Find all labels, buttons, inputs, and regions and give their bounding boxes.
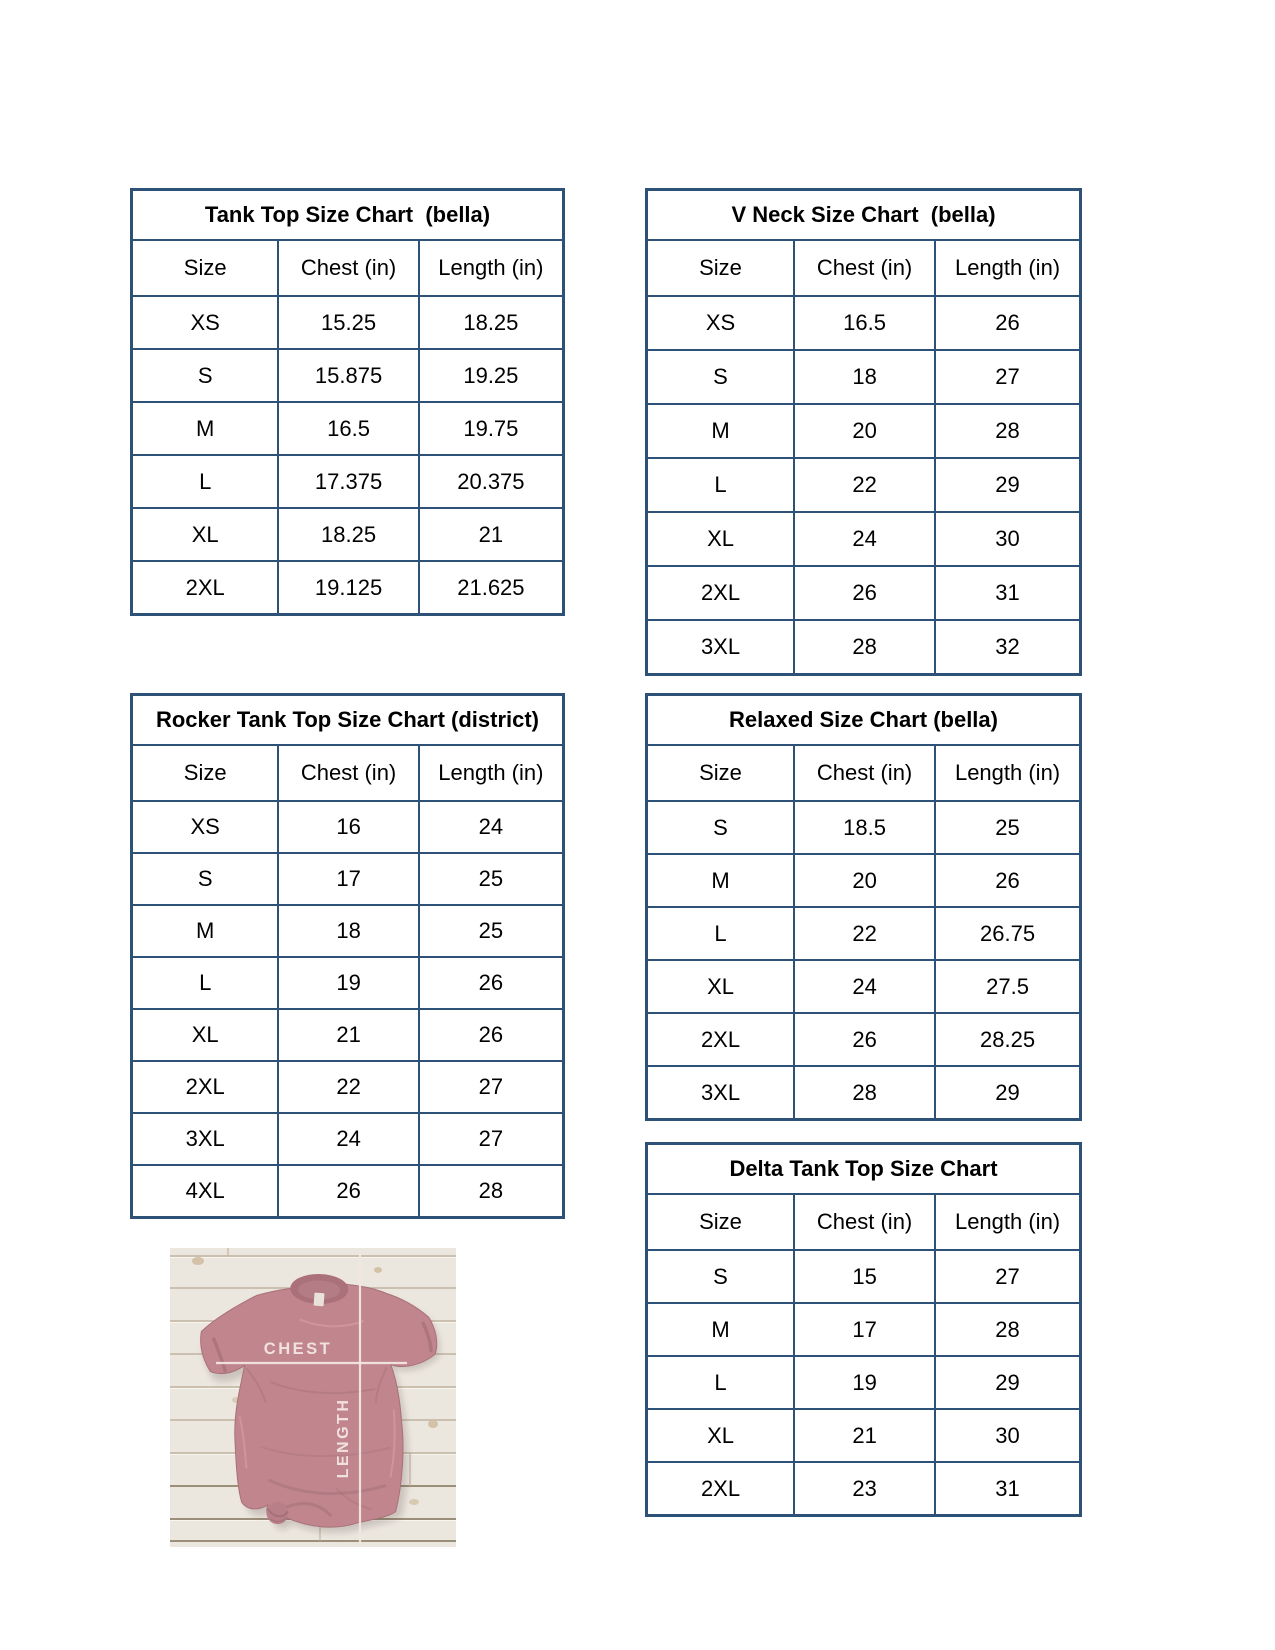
table-title: Delta Tank Top Size Chart bbox=[647, 1144, 1081, 1195]
table-row bbox=[132, 455, 564, 508]
size-cell: XL bbox=[132, 508, 279, 561]
length-cell: 30 bbox=[935, 1409, 1080, 1462]
column-header-size: Size bbox=[647, 745, 795, 801]
v-neck-size-chart-table bbox=[645, 188, 1082, 676]
table-row bbox=[647, 907, 1081, 960]
table-row bbox=[647, 960, 1081, 1013]
size-cell: XL bbox=[132, 1009, 279, 1061]
tank-top-size-chart-table bbox=[130, 188, 565, 616]
chest-cell: 16.5 bbox=[278, 402, 418, 455]
column-header-length: Length (in) bbox=[935, 745, 1080, 801]
chest-cell: 17 bbox=[278, 853, 418, 905]
length-cell: 27 bbox=[935, 350, 1080, 404]
table-title: V Neck Size Chart (bella) bbox=[647, 190, 1081, 241]
size-cell: XL bbox=[647, 1409, 795, 1462]
table-title-row bbox=[647, 695, 1081, 746]
size-cell: XS bbox=[132, 296, 279, 349]
length-cell: 26 bbox=[935, 854, 1080, 907]
length-cell: 28 bbox=[419, 1165, 564, 1218]
chest-cell: 19.125 bbox=[278, 561, 418, 615]
length-cell: 25 bbox=[935, 801, 1080, 854]
size-cell: L bbox=[647, 907, 795, 960]
size-cell: L bbox=[647, 1356, 795, 1409]
table-row bbox=[647, 404, 1081, 458]
chest-cell: 15 bbox=[794, 1250, 935, 1303]
length-cell: 26.75 bbox=[935, 907, 1080, 960]
table-title-row bbox=[647, 1144, 1081, 1195]
table-row bbox=[132, 561, 564, 615]
chest-cell: 26 bbox=[794, 1013, 935, 1066]
table-title-row bbox=[132, 190, 564, 241]
table-row bbox=[132, 957, 564, 1009]
table-row bbox=[647, 854, 1081, 907]
table-header-row bbox=[647, 240, 1081, 296]
chest-cell: 20 bbox=[794, 854, 935, 907]
table-row bbox=[647, 1013, 1081, 1066]
table-title: Relaxed Size Chart (bella) bbox=[647, 695, 1081, 746]
chest-cell: 19 bbox=[794, 1356, 935, 1409]
length-cell: 26 bbox=[935, 296, 1080, 350]
size-cell: M bbox=[132, 402, 279, 455]
size-cell: M bbox=[647, 404, 795, 458]
size-cell: S bbox=[132, 349, 279, 402]
chest-cell: 15.875 bbox=[278, 349, 418, 402]
length-cell: 24 bbox=[419, 801, 564, 853]
chest-cell: 15.25 bbox=[278, 296, 418, 349]
delta-tank-top-size-chart-table bbox=[645, 1142, 1082, 1517]
length-cell: 28.25 bbox=[935, 1013, 1080, 1066]
table-row bbox=[647, 512, 1081, 566]
chest-cell: 22 bbox=[794, 907, 935, 960]
size-cell: 4XL bbox=[132, 1165, 279, 1218]
table-title: Tank Top Size Chart (bella) bbox=[132, 190, 564, 241]
length-cell: 21.625 bbox=[419, 561, 564, 615]
column-header-chest: Chest (in) bbox=[794, 745, 935, 801]
table-header-row bbox=[132, 240, 564, 296]
length-cell: 28 bbox=[935, 404, 1080, 458]
length-cell: 27 bbox=[419, 1113, 564, 1165]
chest-cell: 22 bbox=[278, 1061, 418, 1113]
chest-cell: 24 bbox=[794, 960, 935, 1013]
size-cell: 3XL bbox=[647, 620, 795, 675]
column-header-chest: Chest (in) bbox=[278, 745, 418, 801]
length-cell: 25 bbox=[419, 853, 564, 905]
column-header-length: Length (in) bbox=[419, 745, 564, 801]
chest-cell: 21 bbox=[794, 1409, 935, 1462]
table-header-row bbox=[647, 1194, 1081, 1250]
chest-cell: 21 bbox=[278, 1009, 418, 1061]
table-row bbox=[132, 853, 564, 905]
chest-cell: 24 bbox=[794, 512, 935, 566]
size-cell: 2XL bbox=[132, 561, 279, 615]
column-header-size: Size bbox=[647, 240, 795, 296]
chest-cell: 24 bbox=[278, 1113, 418, 1165]
table-header-row bbox=[132, 745, 564, 801]
length-cell: 20.375 bbox=[419, 455, 564, 508]
table-row bbox=[132, 296, 564, 349]
size-cell: L bbox=[132, 455, 279, 508]
column-header-size: Size bbox=[132, 745, 279, 801]
length-cell: 19.25 bbox=[419, 349, 564, 402]
table-row bbox=[132, 905, 564, 957]
chest-cell: 18 bbox=[278, 905, 418, 957]
chest-cell: 28 bbox=[794, 620, 935, 675]
size-cell: XS bbox=[132, 801, 279, 853]
size-cell: S bbox=[647, 1250, 795, 1303]
size-cell: M bbox=[647, 1303, 795, 1356]
length-cell: 25 bbox=[419, 905, 564, 957]
chest-cell: 18.25 bbox=[278, 508, 418, 561]
table-row bbox=[647, 620, 1081, 675]
chest-cell: 26 bbox=[794, 566, 935, 620]
length-cell: 31 bbox=[935, 1462, 1080, 1516]
chest-cell: 17.375 bbox=[278, 455, 418, 508]
length-cell: 30 bbox=[935, 512, 1080, 566]
table-row bbox=[132, 402, 564, 455]
length-cell: 21 bbox=[419, 508, 564, 561]
length-cell: 29 bbox=[935, 1356, 1080, 1409]
table-row bbox=[647, 1303, 1081, 1356]
shirt-measurement-photo bbox=[170, 1248, 456, 1547]
length-cell: 26 bbox=[419, 1009, 564, 1061]
relaxed-size-chart-table bbox=[645, 693, 1082, 1121]
size-cell: L bbox=[132, 957, 279, 1009]
column-header-length: Length (in) bbox=[935, 240, 1080, 296]
chest-cell: 26 bbox=[278, 1165, 418, 1218]
chest-cell: 18.5 bbox=[794, 801, 935, 854]
chest-cell: 28 bbox=[794, 1066, 935, 1120]
length-cell: 31 bbox=[935, 566, 1080, 620]
chest-label: CHEST bbox=[263, 1340, 333, 1358]
table-row bbox=[132, 508, 564, 561]
length-cell: 28 bbox=[935, 1303, 1080, 1356]
table-row bbox=[647, 296, 1081, 350]
table-row bbox=[647, 1462, 1081, 1516]
table-row bbox=[132, 1009, 564, 1061]
table-row bbox=[647, 1356, 1081, 1409]
table-row bbox=[132, 801, 564, 853]
length-cell: 26 bbox=[419, 957, 564, 1009]
column-header-size: Size bbox=[647, 1194, 795, 1250]
column-header-size: Size bbox=[132, 240, 279, 296]
table-title-row bbox=[647, 190, 1081, 241]
collar-tag bbox=[314, 1293, 325, 1307]
size-cell: 2XL bbox=[647, 566, 795, 620]
size-cell: M bbox=[132, 905, 279, 957]
rocker-tank-top-size-chart-table bbox=[130, 693, 565, 1219]
size-cell: XS bbox=[647, 296, 795, 350]
chest-cell: 16.5 bbox=[794, 296, 935, 350]
chest-cell: 16 bbox=[278, 801, 418, 853]
chest-cell: 22 bbox=[794, 458, 935, 512]
size-cell: 2XL bbox=[647, 1462, 795, 1516]
size-cell: 2XL bbox=[132, 1061, 279, 1113]
size-cell: XL bbox=[647, 960, 795, 1013]
length-cell: 27 bbox=[419, 1061, 564, 1113]
table-header-row bbox=[647, 745, 1081, 801]
table-row bbox=[132, 1113, 564, 1165]
chest-cell: 19 bbox=[278, 957, 418, 1009]
size-cell: M bbox=[647, 854, 795, 907]
table-row bbox=[647, 801, 1081, 854]
column-header-length: Length (in) bbox=[935, 1194, 1080, 1250]
table-row bbox=[132, 1061, 564, 1113]
table-row bbox=[647, 1409, 1081, 1462]
size-cell: S bbox=[132, 853, 279, 905]
table-row bbox=[647, 458, 1081, 512]
table-row bbox=[647, 566, 1081, 620]
size-cell: XL bbox=[647, 512, 795, 566]
table-row bbox=[647, 1250, 1081, 1303]
size-cell: S bbox=[647, 350, 795, 404]
size-cell: 3XL bbox=[132, 1113, 279, 1165]
column-header-chest: Chest (in) bbox=[278, 240, 418, 296]
size-cell: L bbox=[647, 458, 795, 512]
length-cell: 27 bbox=[935, 1250, 1080, 1303]
size-cell: 3XL bbox=[647, 1066, 795, 1120]
size-cell: S bbox=[647, 801, 795, 854]
table-row bbox=[647, 350, 1081, 404]
size-cell: 2XL bbox=[647, 1013, 795, 1066]
chest-cell: 23 bbox=[794, 1462, 935, 1516]
length-cell: 29 bbox=[935, 1066, 1080, 1120]
length-cell: 32 bbox=[935, 620, 1080, 675]
table-row bbox=[132, 349, 564, 402]
table-row bbox=[132, 1165, 564, 1218]
length-cell: 19.75 bbox=[419, 402, 564, 455]
table-title-row bbox=[132, 695, 564, 746]
column-header-chest: Chest (in) bbox=[794, 240, 935, 296]
table-title: Rocker Tank Top Size Chart (district) bbox=[132, 695, 564, 746]
length-cell: 29 bbox=[935, 458, 1080, 512]
length-label: LENGTH bbox=[335, 1397, 352, 1479]
column-header-length: Length (in) bbox=[419, 240, 564, 296]
length-cell: 27.5 bbox=[935, 960, 1080, 1013]
chest-cell: 17 bbox=[794, 1303, 935, 1356]
length-cell: 18.25 bbox=[419, 296, 564, 349]
column-header-chest: Chest (in) bbox=[794, 1194, 935, 1250]
table-row bbox=[647, 1066, 1081, 1120]
chest-cell: 20 bbox=[794, 404, 935, 458]
chest-cell: 18 bbox=[794, 350, 935, 404]
